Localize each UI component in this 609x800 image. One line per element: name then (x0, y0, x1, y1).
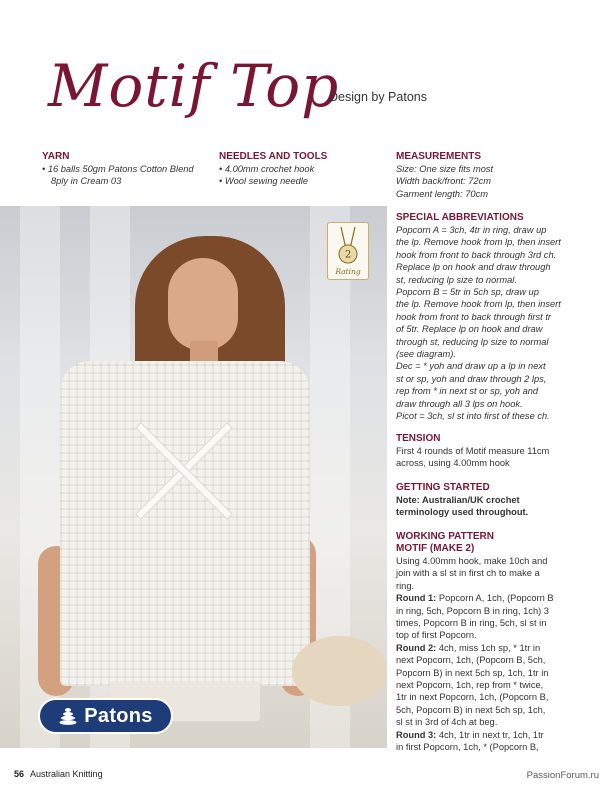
logo-text: Patons (84, 704, 153, 727)
watermark: PassionForum.ru (526, 770, 599, 781)
pattern-line: Using 4.00mm hook, make 10ch and (396, 556, 548, 566)
abbreviation-line: Dec = * yoh and draw up a lp in next (396, 361, 546, 372)
abbreviation-line: through st, reducing lp size to normal (396, 336, 549, 347)
round-3-label: Round 3: (396, 729, 437, 740)
yarn-heading: YARN (42, 151, 70, 162)
pattern-line: ring. (396, 580, 415, 591)
abbreviation-line: Replace lp on hook and draw through (396, 262, 551, 273)
yarn-section (42, 163, 194, 188)
pattern-line: in first Popcorn, 1ch, * (Popcorn B, (396, 742, 539, 753)
yarn-line: 8ply in Cream 03 (51, 176, 122, 187)
tools-heading: NEEDLES AND TOOLS (219, 151, 328, 162)
patons-logo (38, 698, 173, 734)
pattern-line: 1tr in next Popcorn, 1ch, (Popcorn B, (396, 692, 549, 703)
abbreviations-heading: SPECIAL ABBREVIATIONS (396, 212, 524, 223)
pattern-line: next Popcorn, 1ch, rep from * twice, (396, 680, 544, 691)
working-pattern-heading: WORKING PATTERN (396, 531, 494, 542)
page-number: 56 (14, 769, 25, 779)
measurements-heading: MEASUREMENTS (396, 151, 482, 162)
abbreviation-line: hook from front to back through 3rd ch. (396, 249, 557, 260)
getting-started-line: terminology used throughout. (396, 507, 529, 518)
measurements-section (396, 163, 601, 200)
measurement-line: Size: One size fits most (396, 164, 494, 174)
abbreviation-line: hook from front to back through first tr (396, 311, 552, 322)
crochet-top (60, 361, 310, 686)
rating-badge (327, 222, 369, 280)
beehive-icon (58, 706, 78, 726)
tension-section (396, 445, 601, 470)
round-2-label: Round 2: (396, 642, 437, 653)
pattern-line: Popcorn B) in next 5ch sp, 1ch, 1tr in (396, 667, 549, 678)
getting-started-heading: GETTING STARTED (396, 482, 490, 493)
getting-started-line: Note: Australian/UK crochet (396, 495, 520, 505)
tools-line: • Wool sewing needle (219, 176, 309, 187)
abbreviation-line: the lp. Remove hook from lp, then insert (396, 237, 561, 248)
abbreviation-line: Popcorn B = 5tr in 5ch sp, draw up (396, 287, 539, 298)
svg-text:2: 2 (344, 249, 352, 261)
page-title: Motif Top (48, 52, 340, 120)
round-3-line: Round 3: 4ch, 1tr in next tr, 1ch, 1tr (396, 729, 544, 740)
abbreviations-section (396, 224, 601, 423)
abbreviation-line: Picot = 3ch, sl st into first of these ch. (396, 411, 550, 422)
abbreviation-line: (see diagram). (396, 349, 456, 360)
pattern-line: sl st in 3rd of 4ch at beg. (396, 717, 498, 728)
designer-credit: Design by Patons (329, 90, 427, 104)
model-photo (0, 206, 387, 748)
abbreviation-line: st or sp, yoh and draw through 2 lps, (396, 373, 547, 384)
tension-line: First 4 rounds of Motif measure 11cm (396, 446, 550, 456)
round-1-label: Round 1: (396, 593, 437, 604)
pattern-line: times, Popcorn B in ring, 5ch, sl st in (396, 618, 547, 629)
motif-heading: MOTIF (MAKE 2) (396, 543, 475, 554)
round-2-line: Round 2: 4ch, miss 1ch sp, * 1tr in (396, 642, 541, 653)
abbreviation-line: rep from * in next st or sp, yoh and (396, 386, 539, 397)
pattern-line: join with a sl st in first ch to make a (396, 568, 540, 579)
getting-started-section (396, 494, 601, 519)
working-pattern-section (396, 555, 601, 754)
magazine-name: Australian Knitting (30, 769, 103, 779)
abbreviation-line: of 5tr. Replace lp on hook and draw (396, 324, 543, 335)
page-footer (14, 769, 103, 779)
abbreviation-line: the lp. Remove hook from lp, then insert (396, 299, 561, 310)
pattern-line: top of first Popcorn. (396, 630, 477, 641)
pattern-line: 5ch, Popcorn B) in next 5ch sp, 1ch, (396, 704, 546, 715)
pattern-line: next Popcorn, 1ch, (Popcorn B, 5ch, (396, 655, 546, 666)
tools-line: • 4.00mm crochet hook (219, 164, 315, 174)
rating-label: Rating (335, 267, 361, 276)
measurement-line: Garment length: 70cm (396, 188, 488, 199)
tension-heading: TENSION (396, 433, 441, 444)
abbreviation-line: Popcorn A = 3ch, 4tr in ring, draw up (396, 225, 547, 235)
abbreviation-line: st, reducing lp size to normal. (396, 274, 517, 285)
measurement-line: Width back/front: 72cm (396, 176, 491, 187)
yarn-line: • 16 balls 50gm Patons Cotton Blend (42, 164, 194, 174)
tools-section (219, 163, 314, 188)
round-1-line: Round 1: Popcorn A, 1ch, (Popcorn B (396, 593, 554, 604)
abbreviation-line: draw through all 3 lps on hook. (396, 398, 523, 409)
tension-line: across, using 4.00mm hook (396, 458, 510, 469)
pattern-line: in ring, 5ch, Popcorn B in ring, 1ch) 3 (396, 605, 549, 616)
